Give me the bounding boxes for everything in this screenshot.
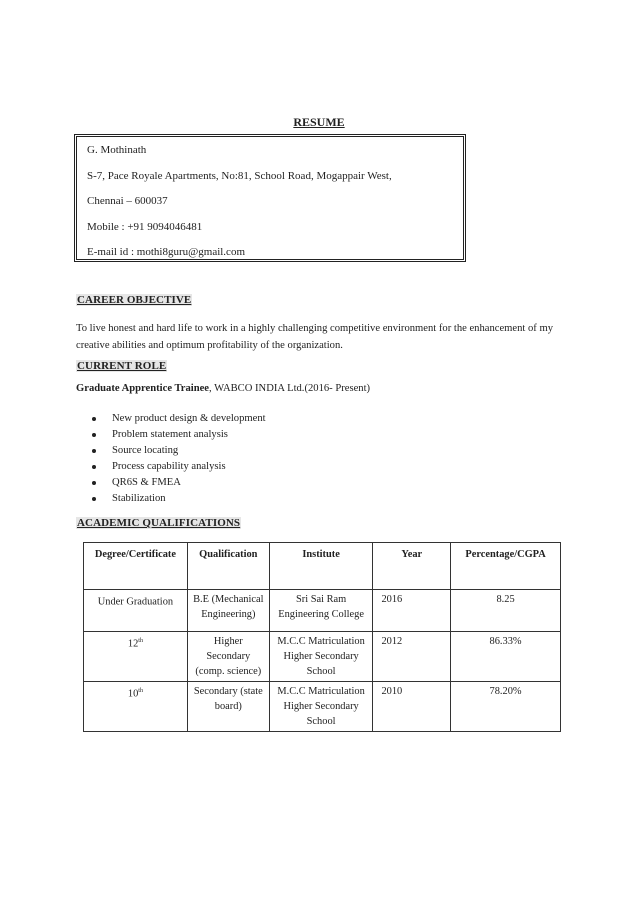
career-objective-text: To live honest and hard life to work in a highly challenging competitive environment for the enhancement of my creative abilities and optimum profitability of the organization. [76, 323, 554, 351]
table-row [84, 682, 561, 732]
score-cell: 86.33% [451, 632, 561, 682]
year-cell: 2010 [373, 682, 451, 732]
bullet-icon [92, 433, 96, 437]
list-item: Stabilization [92, 491, 266, 507]
table-header-row [84, 543, 561, 590]
career-objective-heading: CAREER OBJECTIVE [77, 294, 192, 306]
qualification-cell: B.E (Mechanical Engineering) [187, 590, 269, 632]
qualification-cell: Higher Secondary (comp. science) [187, 632, 269, 682]
bullet-icon [92, 449, 96, 453]
list-item: Source locating [92, 443, 266, 459]
bullet-icon [92, 417, 96, 421]
contact-name: G. Mothinath [87, 144, 147, 156]
degree-cell: Under Graduation [84, 590, 188, 632]
institute-cell: M.C.C Matriculation Higher Secondary School [269, 682, 373, 732]
table-row [84, 632, 561, 682]
year-cell: 2012 [373, 632, 451, 682]
institute-cell: Sri Sai Ram Engineering College [269, 590, 373, 632]
bullet-icon [92, 481, 96, 485]
list-item: Problem statement analysis [92, 427, 266, 443]
column-header: Year [373, 543, 451, 590]
year-cell: 2016 [373, 590, 451, 632]
list-item: New product design & development [92, 411, 266, 427]
role-company: , WABCO INDIA Ltd.(2016- Present) [209, 383, 371, 394]
contact-address: S-7, Pace Royale Apartments, No:81, School Road, Mogappair West, [87, 169, 392, 182]
list-item: QR6S & FMEA [92, 475, 266, 491]
institute-cell: M.C.C Matriculation Higher Secondary School [269, 632, 373, 682]
score-cell: 8.25 [451, 590, 561, 632]
contact-city: Chennai – 600037 [87, 195, 168, 207]
qualification-cell: Secondary (state board) [187, 682, 269, 732]
contact-box [76, 136, 464, 260]
academic-heading: ACADEMIC QUALIFICATIONS [77, 517, 241, 529]
column-header: Institute [269, 543, 373, 590]
contact-mobile: Mobile : +91 9094046481 [87, 220, 203, 233]
column-header: Qualification [187, 543, 269, 590]
bullet-icon [92, 497, 96, 501]
degree-cell: 12th [84, 632, 188, 682]
bullet-icon [92, 465, 96, 469]
role-position: Graduate Apprentice Trainee [76, 383, 210, 394]
list-item: Process capability analysis [92, 459, 266, 475]
score-cell: 78.20% [451, 682, 561, 732]
contact-email: E-mail id : mothi8guru@gmail.com [87, 246, 245, 258]
current-role-line [76, 383, 370, 394]
column-header: Degree/Certificate [84, 543, 188, 590]
column-header: Percentage/CGPA [451, 543, 561, 590]
duties-list [92, 411, 266, 507]
table-row [84, 590, 561, 632]
degree-cell: 10th [84, 682, 188, 732]
page-title: RESUME [293, 115, 345, 129]
qualifications-table [83, 542, 561, 732]
current-role-heading: CURRENT ROLE [77, 360, 167, 372]
